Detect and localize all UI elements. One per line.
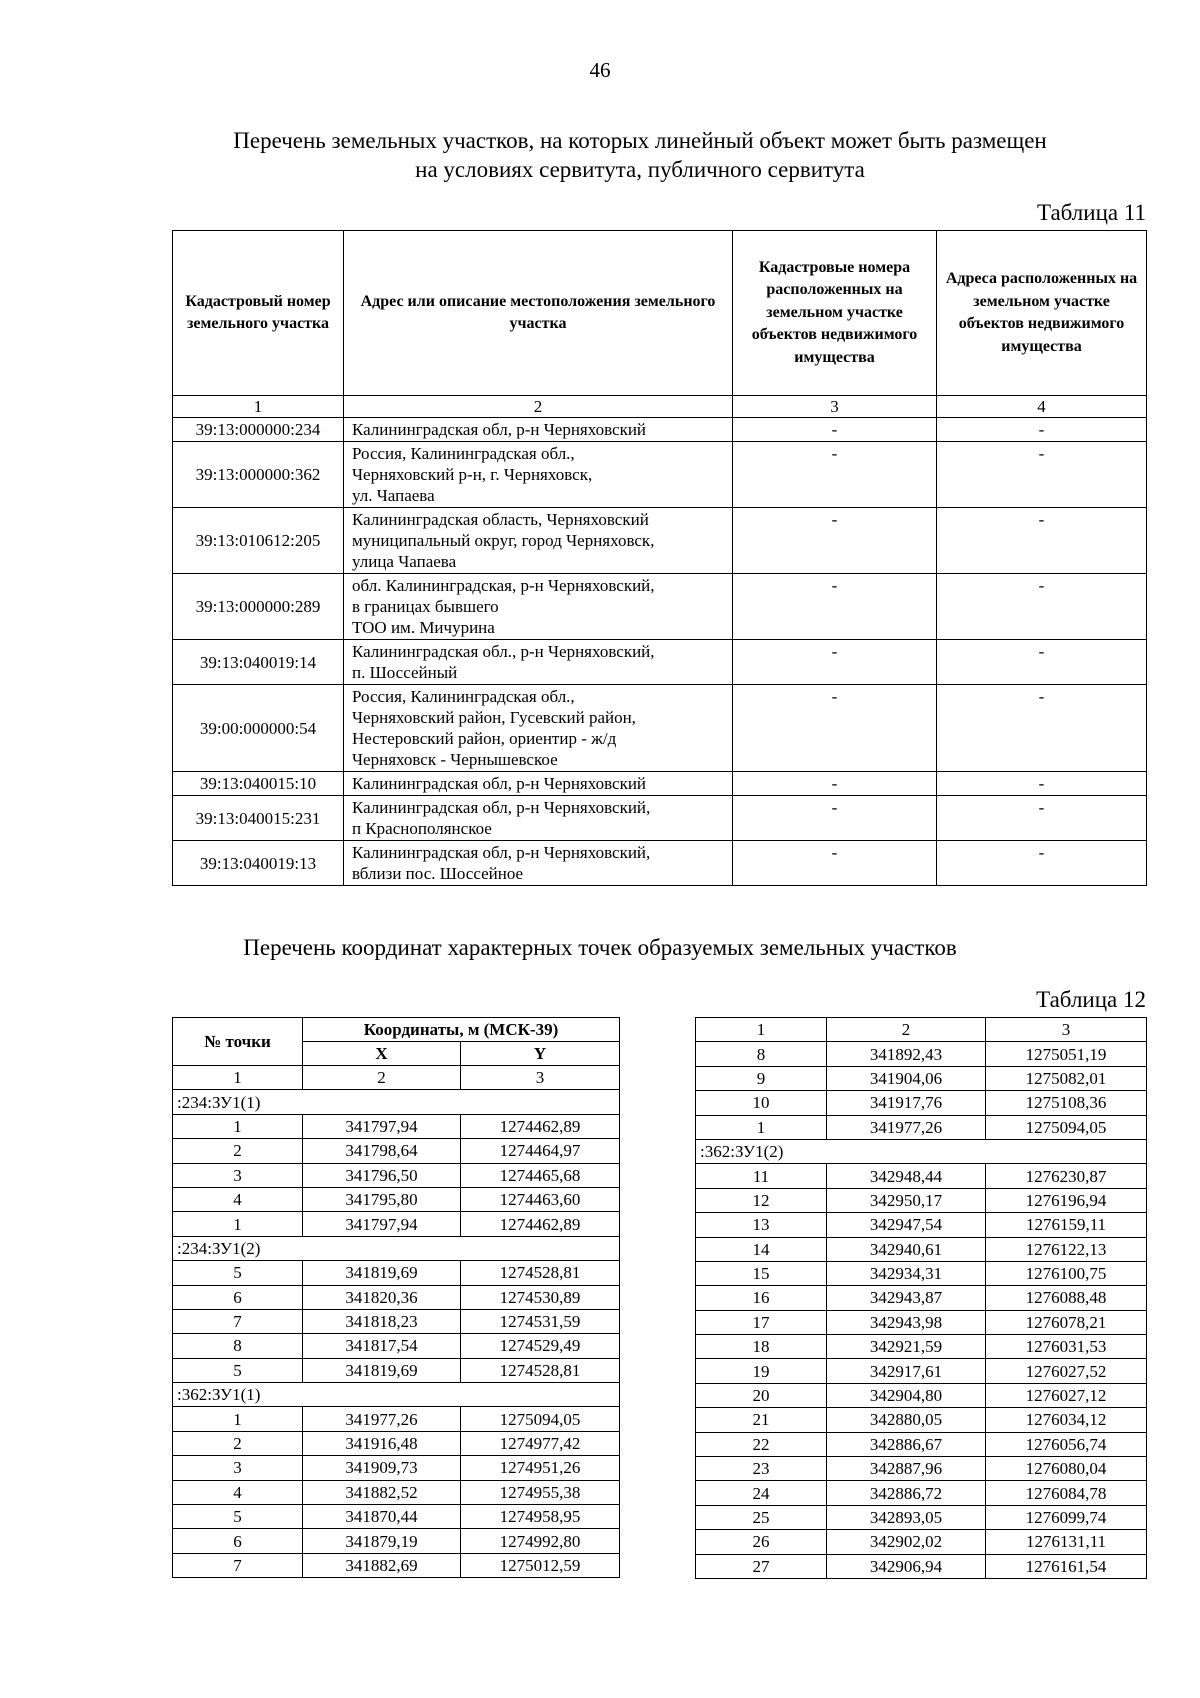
address-line: в границах бывшего [352, 597, 499, 616]
cadastral-number: 39:13:000000:234 [173, 418, 344, 442]
table-row [696, 1237, 1147, 1261]
object-address-cell: - [937, 841, 1147, 886]
coord-x: 341879,19 [303, 1529, 461, 1553]
point-number: 1 [173, 1212, 303, 1236]
coord-y: 1274529,49 [461, 1334, 620, 1358]
coord-y: 1276196,94 [986, 1188, 1147, 1212]
coord-y: 1276027,52 [986, 1359, 1147, 1383]
coord-x: 342902,02 [827, 1530, 986, 1554]
coord-y: 1274951,26 [461, 1456, 620, 1480]
table12-left-body [173, 1090, 620, 1578]
address-line: Калининградская обл., р-н Черняховский, [352, 642, 655, 661]
table11-header-object-addresses: Адреса расположенных на земельном участке объектов недвижимого имущества [937, 231, 1147, 396]
object-address-cell: - [937, 442, 1147, 508]
table11-header-objects: Кадастровые номера расположенных на земельном участке объектов недвижимого имущества [733, 231, 937, 396]
point-number: 1 [696, 1115, 827, 1139]
point-number: 6 [173, 1285, 303, 1309]
table-row [696, 1066, 1147, 1090]
table-row [173, 1431, 620, 1455]
coord-x: 342880,05 [827, 1408, 986, 1432]
table11-header-address: Адрес или описание местоположения земельного участка [344, 231, 733, 396]
point-number: 10 [696, 1091, 827, 1115]
coord-x: 342917,61 [827, 1359, 986, 1383]
point-number: 9 [696, 1066, 827, 1090]
object-cadastral-cell: - [733, 508, 937, 574]
address-line: Нестеровский район, ориентир - ж/д [352, 729, 617, 748]
table-row [696, 1164, 1147, 1188]
table-row [173, 1456, 620, 1480]
table-row [173, 508, 1147, 574]
point-number: 23 [696, 1457, 827, 1481]
object-cadastral-cell: - [733, 796, 937, 841]
coord-y: 1274465,68 [461, 1163, 620, 1187]
coord-y: 1274958,95 [461, 1505, 620, 1529]
coord-y: 1275108,36 [986, 1091, 1147, 1115]
address-line: п. Шоссейный [352, 663, 458, 682]
table-row [173, 418, 1147, 442]
coord-y: 1276088,48 [986, 1286, 1147, 1310]
coord-y: 1276230,87 [986, 1164, 1147, 1188]
point-number: 2 [173, 1431, 303, 1455]
table-row [173, 1480, 620, 1504]
address-cell [344, 841, 733, 886]
table-row [173, 1261, 620, 1285]
table-row [173, 1529, 620, 1553]
point-number: 6 [173, 1529, 303, 1553]
coord-x: 341817,54 [303, 1334, 461, 1358]
coord-x: 342947,54 [827, 1213, 986, 1237]
coord-x: 342904,80 [827, 1383, 986, 1407]
cadastral-number: 39:13:040015:231 [173, 796, 344, 841]
object-address-cell: - [937, 640, 1147, 685]
table-row [173, 1553, 620, 1577]
object-address-cell: - [937, 574, 1147, 640]
coord-x: 341797,94 [303, 1212, 461, 1236]
object-address-cell: - [937, 418, 1147, 442]
cadastral-number: 39:13:000000:289 [173, 574, 344, 640]
coord-x: 341916,48 [303, 1431, 461, 1455]
table12-right-body [696, 1042, 1147, 1579]
header-point-number: № точки [173, 1018, 303, 1066]
column-number: 4 [937, 396, 1147, 418]
coord-x: 342893,05 [827, 1505, 986, 1529]
table11 [172, 230, 1147, 886]
coord-x: 341796,50 [303, 1163, 461, 1187]
coord-x: 342943,87 [827, 1286, 986, 1310]
coord-x: 341797,94 [303, 1114, 461, 1138]
point-number: 25 [696, 1505, 827, 1529]
table-row [173, 1358, 620, 1382]
coord-y: 1274530,89 [461, 1285, 620, 1309]
table-row [696, 1213, 1147, 1237]
point-number: 26 [696, 1530, 827, 1554]
coord-y: 1274977,42 [461, 1431, 620, 1455]
coord-y: 1274464,97 [461, 1139, 620, 1163]
table-row [696, 1432, 1147, 1456]
address-line: Калининградская обл, р-н Черняховский [352, 420, 647, 439]
coord-y: 1275051,19 [986, 1042, 1147, 1066]
column-number: 1 [173, 1066, 303, 1090]
table-row [696, 1091, 1147, 1115]
coord-y: 1274462,89 [461, 1114, 620, 1138]
coord-x: 342921,59 [827, 1335, 986, 1359]
object-address-cell: - [937, 772, 1147, 796]
address-cell [344, 640, 733, 685]
header-coordinates: Координаты, м (МСК-39) [303, 1018, 620, 1042]
coord-x: 342886,72 [827, 1481, 986, 1505]
header-y: Y [461, 1042, 620, 1066]
coord-y: 1274528,81 [461, 1358, 620, 1382]
point-number: 15 [696, 1261, 827, 1285]
point-number: 19 [696, 1359, 827, 1383]
coord-y: 1275082,01 [986, 1066, 1147, 1090]
column-number: 2 [827, 1018, 986, 1042]
address-cell [344, 772, 733, 796]
table12-left [172, 1017, 620, 1578]
address-line: вблизи пос. Шоссейное [352, 864, 524, 883]
table-row [696, 1408, 1147, 1432]
address-line: муниципальный округ, город Черняховск, [352, 531, 655, 550]
object-cadastral-cell: - [733, 418, 937, 442]
page-number: 46 [589, 58, 611, 82]
table-row [173, 1187, 620, 1211]
coord-y: 1276056,74 [986, 1432, 1147, 1456]
coord-y: 1276100,75 [986, 1261, 1147, 1285]
point-number: 20 [696, 1383, 827, 1407]
coord-y: 1274992,80 [461, 1529, 620, 1553]
address-cell [344, 418, 733, 442]
coord-x: 341892,43 [827, 1042, 986, 1066]
column-number: 3 [986, 1018, 1147, 1042]
coord-y: 1276078,21 [986, 1310, 1147, 1334]
coord-x: 342886,67 [827, 1432, 986, 1456]
point-number: 21 [696, 1408, 827, 1432]
section-label: :234:ЗУ1(1) [173, 1090, 620, 1114]
cadastral-number: 39:13:040019:13 [173, 841, 344, 886]
point-number: 4 [173, 1187, 303, 1211]
address-cell [344, 508, 733, 574]
object-cadastral-cell: - [733, 574, 937, 640]
coord-x: 342943,98 [827, 1310, 986, 1334]
table-row [696, 1530, 1147, 1554]
coord-x: 341977,26 [303, 1407, 461, 1431]
point-number: 1 [173, 1114, 303, 1138]
cadastral-number: 39:13:010612:205 [173, 508, 344, 574]
coord-x: 341904,06 [827, 1066, 986, 1090]
object-address-cell: - [937, 508, 1147, 574]
point-number: 11 [696, 1164, 827, 1188]
coord-x: 341798,64 [303, 1139, 461, 1163]
table-row [173, 1505, 620, 1529]
coord-y: 1275094,05 [461, 1407, 620, 1431]
table-row [696, 1286, 1147, 1310]
table-row [696, 1505, 1147, 1529]
point-number: 1 [173, 1407, 303, 1431]
address-cell [344, 685, 733, 772]
coord-y: 1276031,53 [986, 1335, 1147, 1359]
table12-right [695, 1017, 1147, 1579]
table-row [173, 442, 1147, 508]
table-row [173, 1407, 620, 1431]
table-row [696, 1042, 1147, 1066]
object-address-cell: - [937, 796, 1147, 841]
section-row [696, 1139, 1147, 1163]
table-row [696, 1554, 1147, 1578]
table-row [173, 796, 1147, 841]
coord-x: 341977,26 [827, 1115, 986, 1139]
table-row [696, 1457, 1147, 1481]
cadastral-number: 39:13:040015:10 [173, 772, 344, 796]
header-x: X [303, 1042, 461, 1066]
coord-x: 342887,96 [827, 1457, 986, 1481]
coord-x: 341819,69 [303, 1358, 461, 1382]
address-line: Россия, Калининградская обл., [352, 687, 575, 706]
column-number: 3 [461, 1066, 620, 1090]
coord-x: 342906,94 [827, 1554, 986, 1578]
table-row [696, 1115, 1147, 1139]
title-line: Перечень земельных участков, на которых линейный объект может быть размещен [233, 128, 1047, 153]
table12-caption: Таблица 12 [1036, 987, 1146, 1012]
object-cadastral-cell: - [733, 772, 937, 796]
table-row [173, 1309, 620, 1333]
point-number: 14 [696, 1237, 827, 1261]
address-line: Калининградская обл, р-н Черняховский, [352, 843, 651, 862]
address-line: Черняховск - Чернышевское [352, 750, 558, 769]
address-line: Калининградская область, Черняховский [352, 510, 649, 529]
table-row [696, 1310, 1147, 1334]
section-label: :362:ЗУ1(2) [696, 1139, 1147, 1163]
point-number: 24 [696, 1481, 827, 1505]
coord-x: 341882,52 [303, 1480, 461, 1504]
column-number: 1 [173, 396, 344, 418]
point-number: 5 [173, 1261, 303, 1285]
table-row [173, 1212, 620, 1236]
coord-x: 342948,44 [827, 1164, 986, 1188]
coord-x: 341820,36 [303, 1285, 461, 1309]
coord-y: 1276027,12 [986, 1383, 1147, 1407]
table11-header-cadastral: Кадастровый номер земельного участка [173, 231, 344, 396]
column-number: 1 [696, 1018, 827, 1042]
coord-y: 1276161,54 [986, 1554, 1147, 1578]
coord-y: 1274528,81 [461, 1261, 620, 1285]
column-number: 2 [344, 396, 733, 418]
point-number: 17 [696, 1310, 827, 1334]
point-number: 18 [696, 1335, 827, 1359]
point-number: 8 [173, 1334, 303, 1358]
cadastral-number: 39:00:000000:54 [173, 685, 344, 772]
table-row [173, 1114, 620, 1138]
coord-y: 1276099,74 [986, 1505, 1147, 1529]
table11-caption: Таблица 11 [1036, 200, 1146, 225]
address-line: Калининградская обл, р-н Черняховский [352, 774, 647, 793]
point-number: 22 [696, 1432, 827, 1456]
section-row [173, 1236, 620, 1260]
table-row [696, 1383, 1147, 1407]
coord-x: 341909,73 [303, 1456, 461, 1480]
point-number: 27 [696, 1554, 827, 1578]
object-cadastral-cell: - [733, 442, 937, 508]
table-row [173, 1163, 620, 1187]
object-address-cell: - [937, 685, 1147, 772]
table-row [696, 1359, 1147, 1383]
address-cell [344, 574, 733, 640]
document-title [150, 126, 1130, 184]
point-number: 3 [173, 1163, 303, 1187]
coord-y: 1276080,04 [986, 1457, 1147, 1481]
cadastral-number: 39:13:000000:362 [173, 442, 344, 508]
table12-title: Перечень координат характерных точек образуемых земельных участков [243, 935, 957, 960]
cadastral-number: 39:13:040019:14 [173, 640, 344, 685]
coord-y: 1276034,12 [986, 1408, 1147, 1432]
address-line: Россия, Калининградская обл., [352, 444, 575, 463]
point-number: 3 [173, 1456, 303, 1480]
address-line: Черняховский р-н, г. Черняховск, [352, 465, 593, 484]
point-number: 5 [173, 1358, 303, 1382]
object-cadastral-cell: - [733, 640, 937, 685]
table-row [173, 574, 1147, 640]
address-cell [344, 796, 733, 841]
point-number: 4 [173, 1480, 303, 1504]
coord-y: 1276122,13 [986, 1237, 1147, 1261]
table11-column-numbers [173, 396, 1147, 418]
table-row [696, 1335, 1147, 1359]
table-row [696, 1188, 1147, 1212]
point-number: 7 [173, 1309, 303, 1333]
coord-y: 1275094,05 [986, 1115, 1147, 1139]
table11-body [173, 418, 1147, 886]
section-row [173, 1383, 620, 1407]
table-row [696, 1481, 1147, 1505]
title-line: на условиях сервитута, публичного сервитута [415, 157, 865, 182]
table-row [173, 841, 1147, 886]
coord-x: 341882,69 [303, 1553, 461, 1577]
address-line: ТОО им. Мичурина [352, 618, 495, 637]
coord-x: 341818,23 [303, 1309, 461, 1333]
table-row [173, 1285, 620, 1309]
address-cell [344, 442, 733, 508]
coord-y: 1274955,38 [461, 1480, 620, 1504]
table-row [696, 1261, 1147, 1285]
section-label: :234:ЗУ1(2) [173, 1236, 620, 1260]
section-label: :362:ЗУ1(1) [173, 1383, 620, 1407]
address-line: п Краснополянское [352, 819, 492, 838]
address-line: ул. Чапаева [352, 486, 435, 505]
address-line: Калининградская обл, р-н Черняховский, [352, 798, 651, 817]
coord-y: 1276131,11 [986, 1530, 1147, 1554]
table-row [173, 1139, 620, 1163]
address-line: улица Чапаева [352, 552, 457, 571]
column-number: 2 [303, 1066, 461, 1090]
coord-x: 342940,61 [827, 1237, 986, 1261]
coord-x: 341795,80 [303, 1187, 461, 1211]
coord-x: 341917,76 [827, 1091, 986, 1115]
coord-y: 1276159,11 [986, 1213, 1147, 1237]
table-row [173, 772, 1147, 796]
coord-y: 1274531,59 [461, 1309, 620, 1333]
address-line: обл. Калининградская, р-н Черняховский, [352, 576, 655, 595]
point-number: 12 [696, 1188, 827, 1212]
coord-y: 1274463,60 [461, 1187, 620, 1211]
coord-x: 341870,44 [303, 1505, 461, 1529]
point-number: 13 [696, 1213, 827, 1237]
point-number: 2 [173, 1139, 303, 1163]
section-row [173, 1090, 620, 1114]
point-number: 7 [173, 1553, 303, 1577]
table-row [173, 640, 1147, 685]
table-row [173, 1334, 620, 1358]
coord-x: 342934,31 [827, 1261, 986, 1285]
address-line: Черняховский район, Гусевский район, [352, 708, 636, 727]
point-number: 5 [173, 1505, 303, 1529]
point-number: 8 [696, 1042, 827, 1066]
coord-y: 1275012,59 [461, 1553, 620, 1577]
coord-x: 341819,69 [303, 1261, 461, 1285]
coord-y: 1274462,89 [461, 1212, 620, 1236]
coord-y: 1276084,78 [986, 1481, 1147, 1505]
object-cadastral-cell: - [733, 685, 937, 772]
coord-x: 342950,17 [827, 1188, 986, 1212]
point-number: 16 [696, 1286, 827, 1310]
table-row [173, 685, 1147, 772]
object-cadastral-cell: - [733, 841, 937, 886]
column-number: 3 [733, 396, 937, 418]
